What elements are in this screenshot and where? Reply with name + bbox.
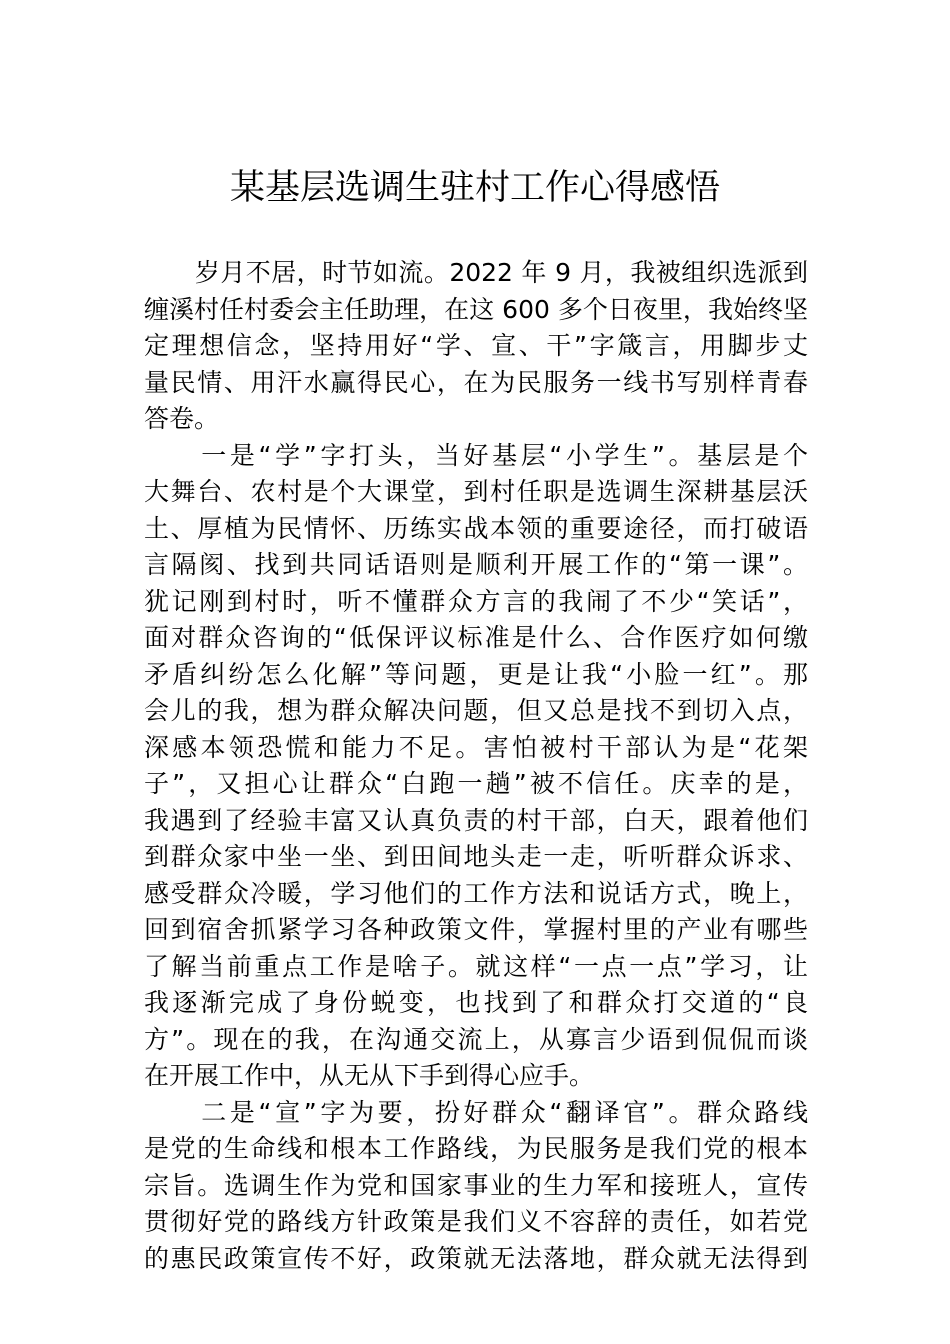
body-line: 子”，又担心让群众“白跑一趟”被不信任。庆幸的是， (144, 769, 808, 798)
body-line: 感受群众冷暖，学习他们的工作方法和说话方式，晚上， (144, 878, 808, 908)
body-line: 宗旨。选调生作为党和国家事业的生力军和接班人，宣传 (144, 1170, 808, 1200)
body-line: 回到宿舍抓紧学习各种政策文件，掌握村里的产业有哪些 (144, 915, 808, 944)
body-line: 深感本领恐慌和能力不足。害怕被村干部认为是“花架 (144, 732, 808, 762)
body-line: 缠溪村任村委会主任助理，在这 600 多个日夜里，我始终坚 (144, 294, 808, 324)
body-line: 我遇到了经验丰富又认真负责的村干部，白天，跟着他们 (144, 805, 808, 835)
body-line: 定理想信念，坚持用好“学、宣、干”字箴言，用脚步丈 (144, 331, 808, 360)
body-line: 犹记刚到村时，听不懂群众方言的我闹了不少“笑话”， (144, 586, 808, 616)
body-line: 答卷。 (144, 404, 220, 433)
body-line: 了解当前重点工作是啥子。就这样“一点一点”学习，让 (144, 951, 808, 981)
document-title: 某基层选调生驻村工作心得感悟 (229, 168, 720, 208)
body-line: 言隔阂、找到共同话语则是顺利开展工作的“第一课”。 (144, 550, 808, 579)
body-line: 会儿的我，想为群众解决问题，但又总是找不到切入点， (144, 696, 808, 725)
body-line: 大舞台、农村是个大课堂，到村任职是选调生深耕基层沃 (144, 477, 808, 506)
body-line: 二是“宣”字为要，扮好群众“翻译官”。群众路线 (144, 1097, 808, 1127)
body-line: 我逐渐完成了身份蜕变，也找到了和群众打交道的“良 (144, 988, 808, 1017)
body-line: 方”。现在的我，在沟通交流上，从寡言少语到侃侃而谈 (144, 1024, 808, 1054)
body-line: 土、厚植为民情怀、历练实战本领的重要途径，而打破语 (144, 513, 808, 543)
body-line: 岁月不居，时节如流。2022 年 9 月，我被组织选派到 (144, 258, 808, 287)
body-line: 一是“学”字打头，当好基层“小学生”。基层是个 (144, 440, 808, 470)
body-line: 到群众家中坐一坐、到田间地头走一走，听听群众诉求、 (144, 842, 808, 871)
body-line: 在开展工作中，从无从下手到得心应手。 (144, 1061, 595, 1090)
document-body (144, 255, 808, 1277)
body-line: 的惠民政策宣传不好，政策就无法落地，群众就无法得到 (144, 1243, 808, 1273)
body-line: 量民情、用汗水赢得民心，在为民服务一线书写别样青春 (144, 367, 808, 397)
body-line: 是党的生命线和根本工作路线，为民服务是我们党的根本 (144, 1134, 808, 1163)
body-line: 面对群众咨询的“低保评议标准是什么、合作医疗如何缴 (144, 623, 808, 652)
body-line: 贯彻好党的路线方针政策是我们义不容辞的责任，如若党 (144, 1207, 808, 1236)
body-line: 矛盾纠纷怎么化解”等问题，更是让我“小脸一红”。那 (144, 659, 808, 689)
